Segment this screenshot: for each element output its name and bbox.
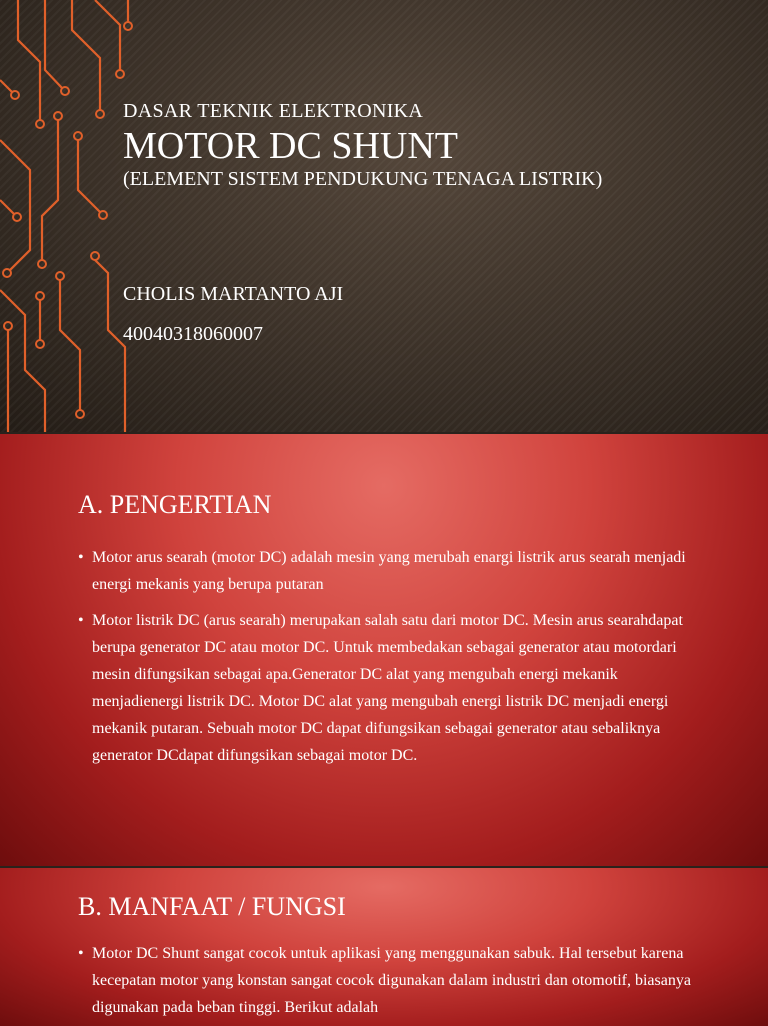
circuit-node bbox=[56, 272, 64, 280]
circuit-trace bbox=[0, 200, 14, 214]
circuit-trace bbox=[60, 280, 80, 410]
circuit-node bbox=[11, 91, 19, 99]
circuit-node bbox=[36, 292, 44, 300]
circuit-trace bbox=[78, 140, 100, 212]
circuit-node bbox=[3, 269, 11, 277]
circuit-trace bbox=[18, 0, 40, 120]
title-subtitle: (ELEMENT SISTEM PENDUKUNG TENAGA LISTRIK) bbox=[123, 168, 603, 190]
bullet-dot: • bbox=[78, 945, 84, 962]
circuit-trace bbox=[42, 120, 58, 260]
bullet-item bbox=[78, 940, 698, 1021]
circuit-node bbox=[96, 110, 104, 118]
author-block bbox=[123, 281, 343, 347]
circuit-node bbox=[38, 260, 46, 268]
bullet-text: Motor listrik DC (arus searah) merupakan salah satu dari motor DC. Mesin arus searahdapat berupa generator DC atau motor DC. Untuk membedakan sebagai generator atau motordari mesin difungsikan sebagai apa.Generator DC alat yang mengubah energi mekanik menjadienergi listrik DC. Motor DC alat yang mengubah energi listrik DC menjadi energi mekanik putaran. Sebuah motor DC dapat difungsikan sebagai generator atau sebaliknya generator DCdapat difungsikan sebagai motor DC. bbox=[92, 612, 683, 764]
circuit-trace bbox=[0, 290, 45, 432]
bullet-item bbox=[78, 607, 698, 769]
circuit-trace bbox=[45, 0, 62, 88]
presentation-title: MOTOR DC SHUNT bbox=[123, 125, 459, 167]
circuit-node bbox=[54, 112, 62, 120]
author-name: CHOLIS MARTANTO AJI bbox=[123, 283, 344, 305]
circuit-decoration bbox=[0, 0, 170, 432]
circuit-node bbox=[76, 410, 84, 418]
title-block bbox=[123, 98, 602, 192]
student-id: 40040318060007 bbox=[123, 323, 263, 345]
circuit-node bbox=[36, 120, 44, 128]
bullet-list bbox=[78, 544, 698, 778]
circuit-trace bbox=[0, 80, 12, 92]
circuit-node bbox=[36, 340, 44, 348]
bullet-dot: • bbox=[78, 612, 84, 629]
circuit-node bbox=[61, 87, 69, 95]
circuit-node bbox=[99, 211, 107, 219]
circuit-node bbox=[124, 22, 132, 30]
circuit-node bbox=[74, 132, 82, 140]
circuit-node bbox=[13, 213, 21, 221]
bullet-text: Motor DC Shunt sangat cocok untuk aplikasi yang menggunakan sabuk. Hal tersebut karena kecepatan motor yang konstan sangat cocok digunakan dalam industri dan otomotif, biasanya digunakan pada beban tinggi. Berikut adalah bbox=[92, 945, 691, 1016]
circuit-trace bbox=[72, 0, 100, 110]
bullet-text: Motor arus searah (motor DC) adalah mesin yang merubah enargi listrik arus searah menjadi energi mekanis yang berupa putaran bbox=[92, 549, 686, 593]
section-heading: A. PENGERTIAN bbox=[78, 490, 272, 519]
circuit-node bbox=[91, 252, 99, 260]
bullet-list bbox=[78, 940, 698, 1026]
circuit-node bbox=[4, 322, 12, 330]
course-subtitle: DASAR TEKNIK ELEKTRONIKA bbox=[123, 100, 424, 122]
pengertian-slide bbox=[0, 434, 768, 866]
title-slide bbox=[0, 0, 768, 432]
section-heading: B. MANFAAT / FUNGSI bbox=[78, 892, 346, 921]
circuit-trace bbox=[95, 0, 120, 70]
bullet-item bbox=[78, 544, 698, 598]
manfaat-slide bbox=[0, 868, 768, 1026]
circuit-trace bbox=[95, 260, 125, 432]
circuit-node bbox=[116, 70, 124, 78]
bullet-dot: • bbox=[78, 549, 84, 566]
